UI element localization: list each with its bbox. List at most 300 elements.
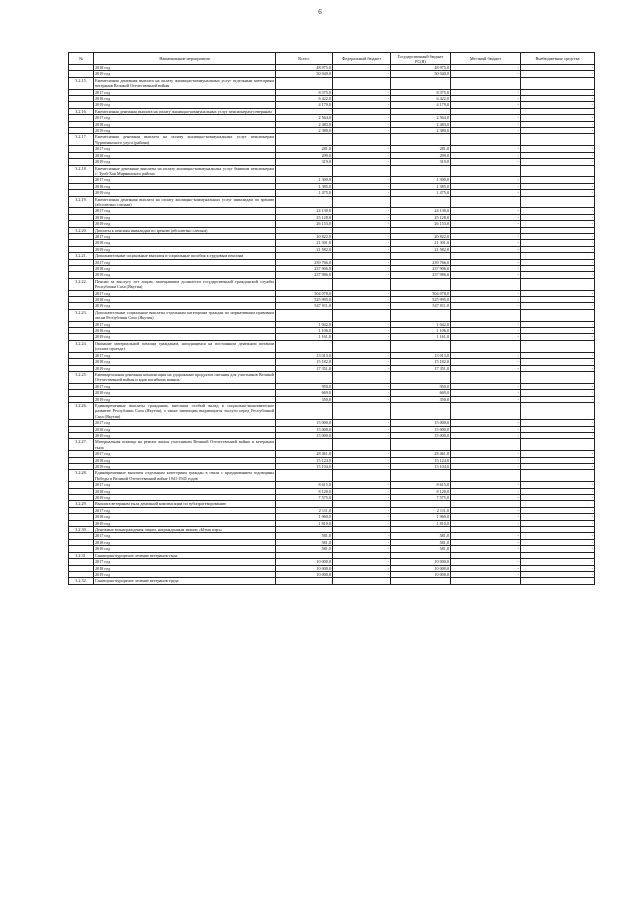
row-state: 50 040,0: [391, 71, 451, 77]
row-extra: -: [521, 240, 595, 246]
row-total: 504 078,0: [276, 290, 333, 296]
header-local: Местный бюджет: [451, 53, 521, 65]
row-total: 1 106,0: [276, 328, 333, 334]
row-extra: -: [521, 488, 595, 494]
row-name: 2019 год: [94, 303, 276, 309]
row-local: -: [451, 383, 521, 389]
section-row: [69, 439, 595, 451]
row-name: Оказание материальной помощи гражданам, находящимся на постоянном денежном питании (оплата проезда): [95, 340, 274, 352]
row-name: 2019 год: [94, 495, 276, 501]
row-extra: -: [521, 233, 595, 239]
row-local: -: [451, 359, 521, 365]
row-federal: [333, 309, 391, 321]
row-state: 8 120,0: [391, 488, 451, 494]
row-local: -: [451, 488, 521, 494]
row-name: Ежеквартальная денежная компенсация на удорожание продуктов питания для участников Великой Отечественной войны и вдов погибших воинов: [95, 371, 274, 383]
row-local: -: [451, 290, 521, 296]
header-name: Наименование мероприятия: [94, 53, 276, 65]
row-federal: -: [333, 390, 391, 396]
row-state: 15 000,0: [391, 426, 451, 432]
row-state: 1 161,0: [391, 334, 451, 340]
row-total: 21 301,0: [276, 240, 333, 246]
row-federal: -: [333, 321, 391, 327]
row-local: -: [451, 495, 521, 501]
row-state: 15 104,0: [391, 464, 451, 470]
row-local: -: [451, 565, 521, 571]
row-extra: -: [521, 571, 595, 577]
row-total: 319,0: [276, 159, 333, 165]
row-state: 15 182,0: [391, 359, 451, 365]
row-name: 2018 год: [94, 488, 276, 494]
row-extra: -: [521, 352, 595, 358]
row-name: 2017 год: [94, 420, 276, 426]
row-state: 299,0: [391, 152, 451, 158]
row-number: 3.2.15.: [69, 77, 94, 89]
row-federal: -: [333, 352, 391, 358]
row-extra: [521, 134, 595, 146]
row-state: 2 564,0: [391, 115, 451, 121]
row-state: [391, 134, 451, 146]
row-state: 581,0: [391, 539, 451, 545]
row-name: 2019 год: [94, 432, 276, 438]
row-number: 3.2.17.: [69, 134, 94, 146]
row-federal: -: [333, 426, 391, 432]
row-federal: -: [333, 571, 391, 577]
row-name: 2019 год: [94, 571, 276, 577]
row-name: 2017 год: [94, 115, 276, 121]
row-state: 17 351,0: [391, 365, 451, 371]
row-total: 547 911,0: [276, 303, 333, 309]
row-extra: [521, 165, 595, 177]
row-name: 2018 год: [94, 514, 276, 520]
row-extra: -: [521, 303, 595, 309]
row-total: [276, 439, 333, 451]
row-federal: -: [333, 488, 391, 494]
row-local: -: [451, 328, 521, 334]
row-federal: -: [333, 214, 391, 220]
row-federal: -: [333, 290, 391, 296]
row-number: 3.2.27.: [69, 439, 94, 451]
row-federal: -: [333, 89, 391, 95]
row-total: 581,0: [276, 539, 333, 545]
row-total: 237 906,0: [276, 266, 333, 272]
row-name: Единовременные выплаты отдельным категориям граждан в связи с празднованием годовщины Победы в Великой Отечественной войне 1941-1945 годов: [95, 470, 274, 481]
row-local: [451, 371, 521, 383]
row-total: [276, 278, 333, 290]
row-name: 2018 год: [94, 328, 276, 334]
row-local: -: [451, 152, 521, 158]
row-federal: -: [333, 259, 391, 265]
row-state: 2 483,0: [391, 121, 451, 127]
row-name: 2017 год: [94, 321, 276, 327]
row-name: Единовременные выплаты гражданам, внесшим особый вклад в социально-экономическое развитие Республики Саха (Якутия), а также имеющим выдающиеся заслуги перед Республикой Саха (Якутия): [95, 402, 274, 419]
row-name: 2017 год: [94, 177, 276, 183]
row-name: 2017 год: [94, 259, 276, 265]
row-local: [451, 77, 521, 89]
row-federal: [333, 371, 391, 383]
header-num: №: [69, 53, 94, 65]
row-local: [451, 309, 521, 321]
row-local: -: [451, 321, 521, 327]
row-total: 1 960,0: [276, 514, 333, 520]
row-number: 3.2.20.: [69, 227, 94, 233]
row-total: [276, 165, 333, 177]
row-total: 2 380,0: [276, 128, 333, 134]
row-total: 7 575,0: [276, 495, 333, 501]
section-row: [69, 371, 595, 383]
section-row: [69, 402, 595, 419]
row-extra: -: [521, 259, 595, 265]
row-total: 669,0: [276, 390, 333, 396]
row-extra: [521, 439, 595, 451]
row-federal: -: [333, 546, 391, 552]
row-local: -: [451, 464, 521, 470]
row-federal: [333, 196, 391, 208]
row-extra: -: [521, 71, 595, 77]
row-total: 1 385,0: [276, 183, 333, 189]
row-state: [391, 278, 451, 290]
row-total: 299,0: [276, 152, 333, 158]
row-state: 237 986,0: [391, 272, 451, 278]
row-name: 2017 год: [94, 352, 276, 358]
row-total: 15 104,0: [276, 464, 333, 470]
row-number: 3.2.23.: [69, 309, 94, 321]
row-extra: -: [521, 183, 595, 189]
row-total: [276, 196, 333, 208]
row-name: 2017 год: [94, 233, 276, 239]
row-state: 1 300,0: [391, 177, 451, 183]
row-name: Денежные вознаграждения лицам, награжденным знаком «Ытык кэрэ»: [94, 527, 276, 533]
row-name: 2019 год: [94, 71, 276, 77]
row-federal: -: [333, 246, 391, 252]
row-state: 1 960,0: [391, 514, 451, 520]
row-extra: -: [521, 121, 595, 127]
row-local: -: [451, 303, 521, 309]
row-federal: -: [333, 96, 391, 102]
row-extra: -: [521, 328, 595, 334]
row-federal: -: [333, 65, 391, 71]
row-federal: [333, 278, 391, 290]
row-federal: -: [333, 420, 391, 426]
row-state: 25 128,0: [391, 214, 451, 220]
row-total: 8 120,0: [276, 488, 333, 494]
row-extra: -: [521, 451, 595, 457]
row-local: [451, 470, 521, 482]
row-extra: [521, 196, 595, 208]
row-name: 2019 год: [94, 159, 276, 165]
row-local: -: [451, 159, 521, 165]
row-total: 17 351,0: [276, 365, 333, 371]
row-total: 10 000,0: [276, 565, 333, 571]
row-federal: -: [333, 297, 391, 303]
row-number: 3.2.18.: [69, 165, 94, 177]
row-number: 3.2.32.: [69, 578, 94, 584]
row-total: 10 000,0: [276, 559, 333, 565]
row-federal: -: [333, 383, 391, 389]
row-name: 2018 год: [94, 152, 276, 158]
row-federal: -: [333, 183, 391, 189]
row-extra: [521, 371, 595, 383]
row-extra: -: [521, 321, 595, 327]
row-state: [391, 371, 451, 383]
row-total: 1 161,0: [276, 334, 333, 340]
row-local: -: [451, 451, 521, 457]
row-state: 15 124,0: [391, 457, 451, 463]
row-state: 8 615,0: [391, 482, 451, 488]
row-state: 669,0: [391, 390, 451, 396]
row-extra: -: [521, 365, 595, 371]
row-extra: -: [521, 208, 595, 214]
section-row: [69, 578, 595, 584]
row-name: 2018 год: [94, 390, 276, 396]
row-local: -: [451, 214, 521, 220]
row-extra: -: [521, 464, 595, 470]
row-total: [276, 134, 333, 146]
row-name: 2019 год: [94, 464, 276, 470]
row-federal: -: [333, 146, 391, 152]
row-name: 2019 год: [94, 520, 276, 526]
row-local: [451, 402, 521, 419]
row-total: 237 986,0: [276, 272, 333, 278]
row-federal: -: [333, 221, 391, 227]
row-number: 3.2.19.: [69, 196, 94, 208]
row-total: 2 483,0: [276, 121, 333, 127]
row-total: 25 128,0: [276, 214, 333, 220]
row-local: [451, 134, 521, 146]
row-federal: -: [333, 272, 391, 278]
row-state: 504 078,0: [391, 290, 451, 296]
row-local: -: [451, 190, 521, 196]
row-extra: -: [521, 426, 595, 432]
row-name: 2019 год: [94, 190, 276, 196]
row-total: 2 564,0: [276, 115, 333, 121]
row-number: 3.2.26.: [69, 402, 94, 419]
row-total: 10 000,0: [276, 571, 333, 577]
row-state: 547 911,0: [391, 303, 451, 309]
row-name: 2017 год: [94, 208, 276, 214]
row-number: 3.2.30.: [69, 527, 94, 533]
row-number: 3.2.28.: [69, 470, 94, 482]
row-extra: [521, 340, 595, 352]
row-extra: -: [521, 65, 595, 71]
row-extra: -: [521, 146, 595, 152]
row-federal: -: [333, 240, 391, 246]
row-federal: -: [333, 266, 391, 272]
row-total: 6 422,0: [276, 96, 333, 102]
row-total: 1 300,0: [276, 177, 333, 183]
row-total: 48 975,0: [276, 65, 333, 71]
row-state: [391, 77, 451, 89]
row-federal: -: [333, 190, 391, 196]
row-state: [391, 309, 451, 321]
row-federal: -: [333, 152, 391, 158]
row-state: 581,0: [391, 533, 451, 539]
row-total: 4 179,0: [276, 102, 333, 108]
row-state: [391, 165, 451, 177]
row-name: 2017 год: [94, 146, 276, 152]
row-extra: [521, 309, 595, 321]
row-federal: -: [333, 520, 391, 526]
row-local: [451, 278, 521, 290]
row-state: 1 475,0: [391, 190, 451, 196]
row-name: Санаторно-курортное лечение ветеранов тыла: [94, 552, 276, 558]
section-row: [69, 196, 595, 208]
row-total: 28 461,8: [276, 451, 333, 457]
row-extra: -: [521, 102, 595, 108]
row-state: 239 766,0: [391, 259, 451, 265]
row-name: 2018 год: [94, 121, 276, 127]
row-total: 15 000,0: [276, 426, 333, 432]
row-extra: -: [521, 246, 595, 252]
row-local: -: [451, 420, 521, 426]
header-federal: Федеральный бюджет: [333, 53, 391, 65]
row-total: 581,0: [276, 533, 333, 539]
row-name: 2018 год: [94, 426, 276, 432]
row-extra: -: [521, 96, 595, 102]
row-extra: -: [521, 383, 595, 389]
row-extra: -: [521, 482, 595, 488]
row-name: Ежемесячная денежная выплата на оплату жилищно-коммунальных услуг отдельным категориям ветеранов Великой Отечественной войны: [95, 77, 274, 89]
row-state: [391, 196, 451, 208]
row-federal: -: [333, 365, 391, 371]
row-local: -: [451, 520, 521, 526]
row-state: [391, 439, 451, 451]
row-total: 8 375,0: [276, 89, 333, 95]
row-local: -: [451, 396, 521, 402]
row-federal: -: [333, 303, 391, 309]
header-total: Всего:: [276, 53, 333, 65]
row-federal: [333, 402, 391, 419]
row-local: [451, 439, 521, 451]
row-federal: -: [333, 507, 391, 513]
row-local: -: [451, 432, 521, 438]
row-federal: -: [333, 102, 391, 108]
row-state: [391, 470, 451, 482]
row-federal: -: [333, 533, 391, 539]
row-federal: -: [333, 396, 391, 402]
row-state: [391, 402, 451, 419]
row-name: Ежемесячная денежная выплата на оплату жилищно-коммунальных услуг пенсионерам-северянам: [94, 108, 276, 114]
table-body: [69, 65, 595, 585]
row-name: 2017 год: [94, 533, 276, 539]
row-name: 2018 год: [94, 359, 276, 365]
row-number: 3.2.25.: [69, 371, 94, 383]
row-local: -: [451, 233, 521, 239]
row-total: 24 130,0: [276, 208, 333, 214]
row-extra: -: [521, 334, 595, 340]
row-extra: -: [521, 221, 595, 227]
row-extra: -: [521, 359, 595, 365]
row-name: 2019 год: [94, 221, 276, 227]
row-name: 2017 год: [94, 89, 276, 95]
row-name: 2017 год: [94, 290, 276, 296]
row-local: -: [451, 571, 521, 577]
row-federal: -: [333, 464, 391, 470]
row-local: -: [451, 266, 521, 272]
row-name: 2019 год: [94, 396, 276, 402]
row-total: [276, 402, 333, 419]
row-extra: -: [521, 520, 595, 526]
row-extra: -: [521, 533, 595, 539]
row-state: 1 042,0: [391, 321, 451, 327]
row-state: 581,0: [391, 546, 451, 552]
row-name: Ежемесячная денежная выплата на оплату жилищно-коммунальных услуг инвалидам по зрению (абсолютно слепым): [95, 196, 274, 207]
row-name: 2018 год: [94, 539, 276, 545]
row-state: 48 975,0: [391, 65, 451, 71]
row-name: Материальная помощь на ремонт жилья участникам Великой Отечественной войны и ветеранам тыла: [95, 439, 274, 450]
row-name: 2017 год: [94, 559, 276, 565]
row-total: 15 000,0: [276, 432, 333, 438]
page-number: 6: [318, 8, 322, 16]
row-total: [276, 309, 333, 321]
row-total: 525 995,0: [276, 297, 333, 303]
row-name: Дополнительные социальные выплаты и социальные пособия к трудовым пенсиям: [94, 253, 276, 259]
row-local: -: [451, 221, 521, 227]
row-state: 26 153,0: [391, 221, 451, 227]
row-name: 2018 год: [94, 266, 276, 272]
row-local: -: [451, 297, 521, 303]
row-extra: -: [521, 546, 595, 552]
row-local: [451, 340, 521, 352]
section-row: [69, 309, 595, 321]
row-extra: -: [521, 539, 595, 545]
row-state: 21 301,0: [391, 240, 451, 246]
row-state: 319,0: [391, 159, 451, 165]
row-local: -: [451, 259, 521, 265]
row-total: 26 153,0: [276, 221, 333, 227]
section-row: [69, 134, 595, 146]
row-total: 581,0: [276, 546, 333, 552]
row-federal: -: [333, 328, 391, 334]
row-total: 8 615,0: [276, 482, 333, 488]
row-total: 15 124,0: [276, 457, 333, 463]
row-total: 50 040,0: [276, 71, 333, 77]
row-state: 8 375,0: [391, 89, 451, 95]
row-name: 2018 год: [94, 240, 276, 246]
row-state: 15 000,0: [391, 420, 451, 426]
row-total: 15 000,0: [276, 420, 333, 426]
row-name: 2017 год: [94, 383, 276, 389]
row-local: [451, 165, 521, 177]
row-name: 2017 год: [94, 482, 276, 488]
row-total: 20 822,0: [276, 233, 333, 239]
row-state: 10 000,0: [391, 571, 451, 577]
row-local: -: [451, 183, 521, 189]
row-name: 2017 год: [94, 507, 276, 513]
row-local: -: [451, 507, 521, 513]
row-number: 3.2.22.: [69, 278, 94, 290]
row-federal: -: [333, 514, 391, 520]
row-name: 2019 год: [94, 102, 276, 108]
row-name: 2019 год: [94, 546, 276, 552]
row-federal: -: [333, 177, 391, 183]
row-federal: -: [333, 565, 391, 571]
row-local: -: [451, 482, 521, 488]
row-local: -: [451, 365, 521, 371]
row-local: -: [451, 334, 521, 340]
row-federal: -: [333, 128, 391, 134]
row-federal: -: [333, 457, 391, 463]
row-federal: -: [333, 71, 391, 77]
row-federal: -: [333, 334, 391, 340]
row-state: 1 106,0: [391, 328, 451, 334]
row-local: -: [451, 559, 521, 565]
row-extra: -: [521, 290, 595, 296]
row-extra: [521, 278, 595, 290]
row-state: 21 582,0: [391, 246, 451, 252]
row-extra: -: [521, 559, 595, 565]
row-name: 2018 год: [94, 183, 276, 189]
